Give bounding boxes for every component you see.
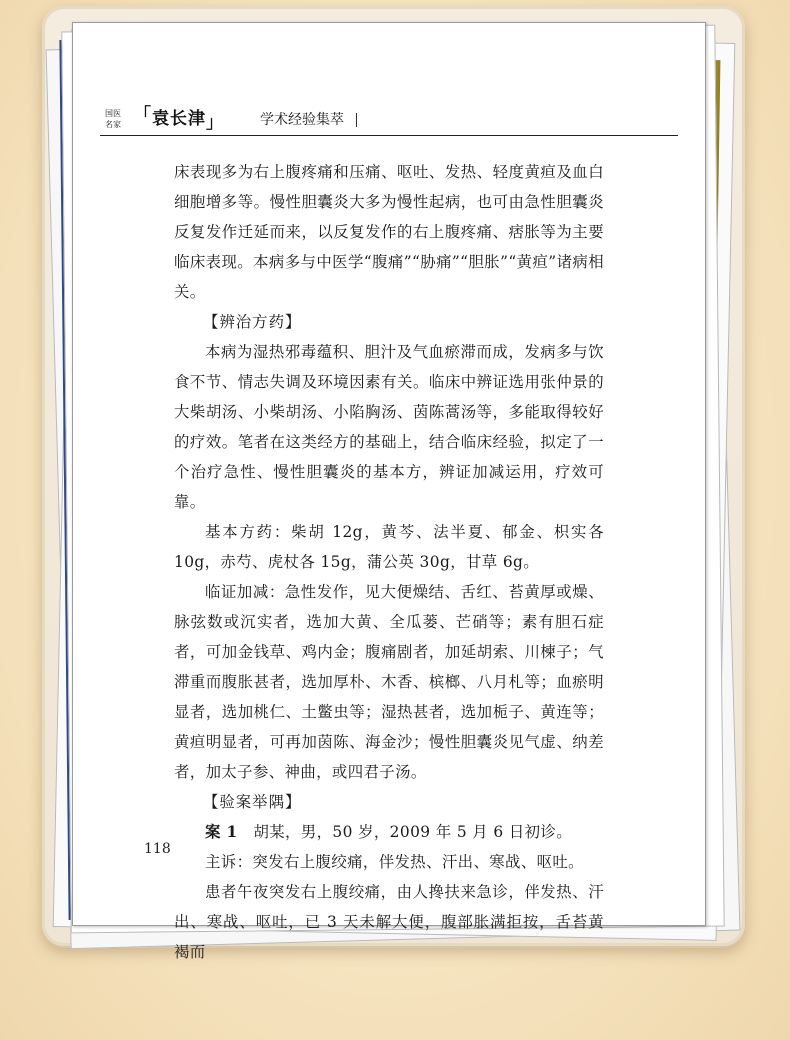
header-rule	[100, 135, 678, 136]
running-header	[100, 106, 678, 136]
page-body	[174, 157, 604, 967]
section-heading: 【辨治方药】	[203, 313, 302, 331]
paragraph: 本病为湿热邪毒蕴积、胆汁及气血瘀滞而成，发病多与饮食不节、情志失调及环境因素有关。临床中辨证选用张仲景的大柴胡汤、小柴胡汤、小陷胸汤、茵陈蒿汤等，多能取得较好的疗效。笔者在这类经方的基础上，结合临床经验，拟定了一个治疗急性、慢性胆囊炎的基本方，辨证加减运用，疗效可靠。	[174, 343, 604, 511]
paragraph: 床表现多为右上腹疼痛和压痛、呕吐、发热、轻度黄疸及血白细胞增多等。慢性胆囊炎大多为慢性起病，也可由急性胆囊炎反复发作迁延而来，以反复发作的右上腹疼痛、痞胀等为主要临床表现。本病多与中医学“腹痛”“胁痛”“胆胀”“黄疸”诸病相关。	[174, 163, 604, 301]
author-name: 「 袁长津 」	[130, 106, 230, 132]
section-heading: 【验案举隅】	[203, 793, 302, 811]
paragraph: 临证加减：急性发作，见大便燥结、舌红、苔黄厚或燥、脉弦数或沉实者，选加大黄、全瓜蒌、芒硝等；素有胆石症者，可加金钱草、鸡内金；腹痛剧者，加延胡索、川楝子；气滞重而腹胀甚者，选加厚朴、木香、槟榔、八月札等；血瘀明显者，选加桃仁、土鳖虫等；湿热甚者，选加栀子、黄连等；黄疸明显者，可再加茵陈、海金沙；慢性胆囊炎见气虚、纳差者，加太子参、神曲，或四君子汤。	[174, 583, 604, 781]
case-label: 案 1	[205, 823, 238, 841]
page-number: 118	[144, 841, 171, 857]
paragraph: 患者午夜突发右上腹绞痛，由人搀扶来急诊，伴发热、汗出、寒战、呕吐，已 3 天未解大便，腹部胀满拒按，舌苔黄褐而	[174, 883, 604, 961]
series-badge	[100, 108, 126, 132]
case-intro: 胡某，男，50 岁，2009 年 5 月 6 日初诊。	[253, 823, 573, 841]
header-divider	[356, 113, 357, 127]
badge-bottom: 名家	[105, 120, 121, 129]
badge-top: 国医	[105, 109, 121, 118]
case-line	[174, 817, 604, 847]
paragraph: 基本方药：柴胡 12g，黄芩、法半夏、郁金、枳实各 10g，赤芍、虎杖各 15g，蒲公英 30g，甘草 6g。	[174, 523, 604, 571]
book-title: 学术经验集萃	[260, 112, 344, 128]
paragraph: 主诉：突发右上腹绞痛，伴发热、汗出、寒战、呕吐。	[205, 853, 584, 871]
